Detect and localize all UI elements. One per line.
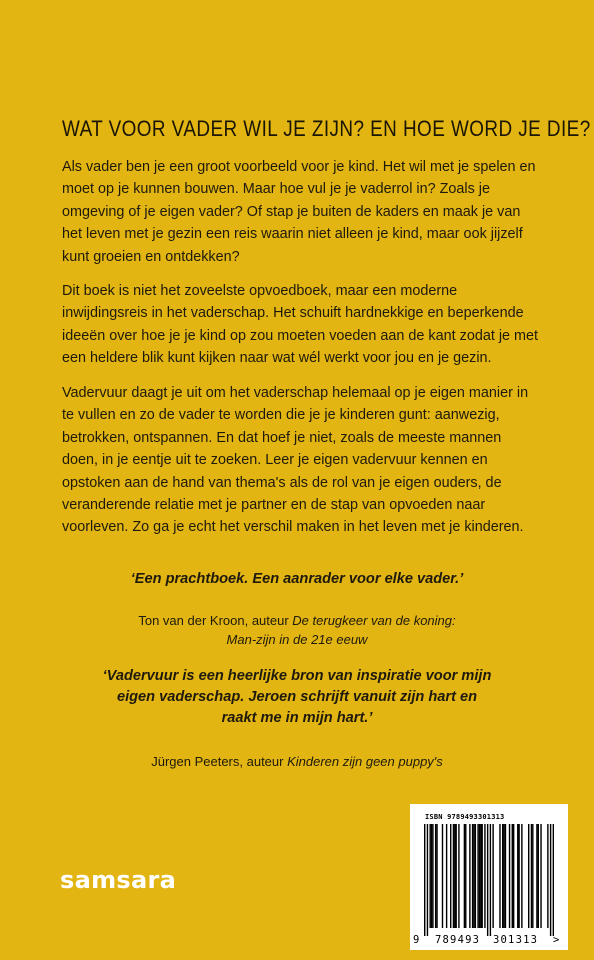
barcode-bar — [517, 824, 518, 928]
barcode-bar — [458, 824, 459, 928]
barcode-bar — [479, 824, 480, 928]
quote-line: raakt me in mijn hart.’ — [221, 710, 373, 726]
barcode-bar — [531, 824, 532, 928]
barcode-bar — [538, 824, 539, 928]
attribution-author: Ton van der Kroon, auteur — [138, 613, 293, 628]
attribution-author: Jürgen Peeters, auteur — [151, 754, 288, 769]
barcode-bar — [453, 824, 454, 928]
barcode-bar — [547, 824, 548, 928]
barcode-bar — [492, 824, 493, 928]
barcode-bar — [481, 824, 482, 928]
barcode-bar — [427, 824, 428, 936]
barcode-bar — [477, 824, 478, 928]
barcode-bar — [521, 824, 522, 928]
quote-kroon: ‘Een prachtboek. Een aanrader voor elke vader.’ — [130, 571, 464, 587]
barcode-bar — [536, 824, 537, 928]
barcode-bar — [490, 824, 491, 936]
attribution-book: Kinderen zijn geen puppy's — [287, 754, 443, 769]
barcode-right-group: 301313 — [493, 934, 539, 946]
barcode-bar — [454, 824, 455, 928]
publisher-logo: samsara — [60, 866, 177, 894]
paragraph-about-book: Dit boek is niet het zoveelste opvoedboek, maar een moderne inwijdingsreis in het vaderschap. Het schuift hardnekkige en beperkende ideeën over hoe je je kind op zou moeten voeden aan de kant zodat je met een heldere blik kunt kijken naar wat wél werkt voor jou en je gezin. — [62, 283, 539, 367]
barcode-bar — [502, 824, 503, 928]
barcode-bar — [505, 824, 506, 928]
paragraph-intro: Als vader ben je een groot voorbeeld voor je kind. Het wil met je spelen en moet op je kunnen bouwen. Maar hoe vul je je vaderrol in? Zoals je omgeving of je eigen vader? Of stap je buiten de kaders en maak je van het leven met je gezin een reis waarin niet alleen je kind, maar ook jijzelf kunt groeien en ontdekken? — [62, 159, 536, 265]
barcode-bar — [487, 824, 488, 936]
barcode-bar — [475, 824, 476, 928]
barcode-bar — [442, 824, 443, 928]
barcode-bar — [424, 824, 425, 936]
barcode-bar — [469, 824, 470, 928]
barcode-bar — [480, 824, 481, 928]
barcode-bar — [429, 824, 430, 928]
attribution-peeters — [60, 752, 534, 771]
barcode — [410, 804, 568, 950]
isbn-label: ISBN 9789493301313 — [425, 813, 505, 821]
barcode-bar — [553, 824, 554, 936]
barcode-lead-digit: 9 — [413, 934, 420, 946]
barcode-bar — [431, 824, 432, 928]
barcode-bar — [432, 824, 433, 928]
barcode-bar — [532, 824, 533, 928]
quote-peeters — [50, 666, 544, 729]
attribution-book: De terugkeer van de koning: — [292, 613, 456, 628]
barcode-bar — [509, 824, 510, 928]
barcode-bar — [503, 824, 504, 928]
paragraph-vadervuur: Vadervuur daagt je uit om het vaderschap helemaal op je eigen manier in te vullen en zo de vader te worden die je je kinderen gunt: aanwezig, betrokken, ontspannen. En dat hoef je niet, zoals de meeste mannen doen, in je eentje uit te zoeken. Leer je eigen vadervuur kennen en opstoken aan de hand van thema's als de rol van je eigen ouders, de veranderende relatie met je partner en de stap van opvoeden naar voorleven. Zo ga je echt het verschil maken in het leven met je kinderen. — [62, 385, 529, 536]
barcode-bar — [455, 824, 456, 928]
barcode-bar — [436, 824, 437, 928]
attribution-kroon — [60, 611, 534, 649]
barcode-bar — [513, 824, 514, 928]
quote-line: ‘Vadervuur is een heerlijke bron van inspiratie voor mijn — [102, 668, 492, 684]
attribution-book-cont: Man-zijn in de 21e eeuw — [226, 632, 368, 647]
quote-line: eigen vaderschap. Jeroen schrijft vanuit zijn hart en — [116, 689, 478, 705]
barcode-arrow: > — [553, 934, 560, 946]
barcode-bar — [518, 824, 519, 928]
heading: WAT VOOR VADER WIL JE ZIJN? EN HOE WORD JE DIE? — [62, 116, 591, 141]
barcode-bar — [528, 824, 529, 928]
barcode-bar — [450, 824, 451, 928]
barcode-bar — [464, 824, 465, 928]
barcode-bar — [473, 824, 474, 928]
barcode-bar — [512, 824, 513, 928]
barcode-bars — [424, 824, 554, 936]
barcode-bar — [472, 824, 473, 928]
barcode-bar — [550, 824, 551, 936]
barcode-left-group: 789493 — [435, 934, 481, 946]
barcode-bar — [484, 824, 485, 928]
barcode-bar — [446, 824, 447, 928]
barcode-bar — [465, 824, 466, 928]
barcode-bar — [540, 824, 541, 928]
barcode-bar — [499, 824, 500, 928]
barcode-bar — [435, 824, 436, 928]
